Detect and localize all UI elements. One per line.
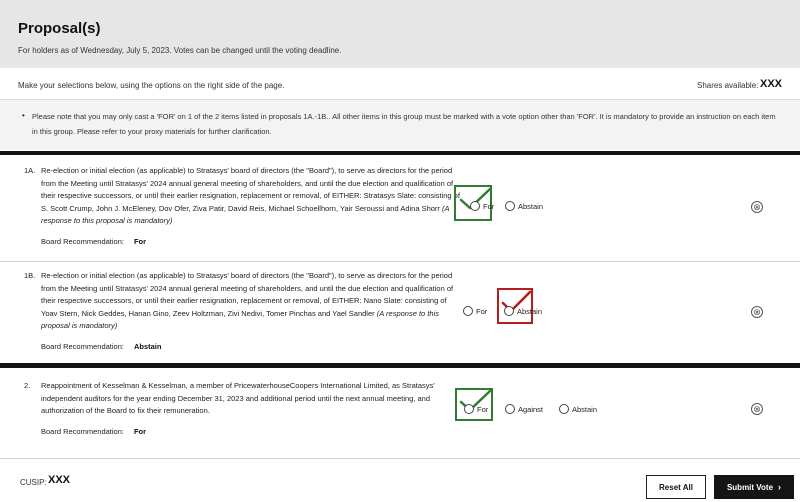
option-label-for: For: [476, 306, 488, 316]
recommendation-label: Board Recommendation:: [41, 427, 124, 436]
instructions-row: [0, 68, 800, 100]
shares-available-value: XXX: [760, 78, 783, 90]
radio-against[interactable]: [505, 404, 515, 414]
cusip-value: XXX: [48, 474, 71, 486]
submit-vote-label: Submit Vote: [726, 482, 774, 492]
radio-abstain[interactable]: [505, 201, 515, 211]
option-label-abstain: Abstain: [518, 201, 544, 211]
option-label-against: Against: [518, 404, 544, 414]
instructions-text: Make your selections below, using the options on the right side of the page.: [18, 81, 285, 90]
recommendation-label: Board Recommendation:: [41, 342, 124, 351]
radio-abstain[interactable]: [559, 404, 569, 414]
proposal-text: [41, 165, 461, 228]
cusip-label: CUSIP:: [20, 478, 47, 487]
clear-selection-icon[interactable]: ⊗: [751, 201, 763, 213]
recommendation-value: For: [133, 237, 147, 246]
recommendation-label: Board Recommendation:: [41, 237, 124, 246]
board-recommendation: [41, 342, 161, 351]
option-label-abstain: Abstain: [572, 404, 598, 414]
option-label-for: For: [477, 404, 489, 414]
option-label-for: For: [483, 201, 495, 211]
proposal-text: [41, 380, 461, 418]
notice-box: [0, 100, 800, 150]
clear-selection-icon[interactable]: ⊗: [751, 403, 763, 415]
vote-option-for[interactable]: [463, 306, 487, 316]
option-label-abstain: Abstain: [517, 306, 543, 316]
reset-all-button[interactable]: [646, 475, 706, 499]
chevron-right-icon: ›: [778, 482, 782, 492]
notice-text: Please note that you may only cast a 'FOR' on 1 of the 2 items listed in proposals 1A.-1B.. All other items in this group must be marked with a vote option other than 'FOR'. It is mandatory to provide an instruction on each item in this group. Please refer to your proxy materials for further clarification.: [32, 112, 776, 136]
proposal-2: [0, 368, 800, 456]
proposal-description: Re-election or initial election (as applicable) to Stratasys' board of directors (the "Board"), to serve as directors for the period from the Meeting until Stratasys' 2024 annual general meeting of shareholders, and until the due election and qualification of their respective successors, or until their earlier resignation, replacement or removal, of EITHER: Stratasys Slate: consisting of S. Scott Crump, John J. McEleney, Dov Ofer, Ziva Patir, David Reis, Michael Schoellhorn, Yair Seroussi and Adina Shorr: [41, 166, 460, 213]
proposal-number: 1A.: [24, 166, 36, 175]
proposal-note: (A response to this proposal is mandatory): [41, 308, 439, 330]
board-recommendation: [41, 427, 146, 436]
vote-option-abstain[interactable]: [559, 404, 597, 414]
submit-vote-button[interactable]: [714, 475, 794, 499]
vote-option-abstain[interactable]: [505, 201, 543, 211]
recommendation-value: Abstain: [133, 342, 162, 351]
reset-all-label: Reset All: [659, 482, 693, 492]
radio-for[interactable]: [470, 201, 480, 211]
shares-available-label: Shares available:: [697, 81, 759, 90]
radio-for[interactable]: [464, 404, 474, 414]
vote-option-for[interactable]: [464, 404, 488, 414]
footer-divider: [0, 458, 800, 459]
page-title: Proposal(s): [18, 20, 101, 37]
proposal-1a: [0, 155, 800, 261]
proposal-description: Reappointment of Kesselman & Kesselman, a member of PricewaterhouseCoopers International Limited, as Stratasys' independent auditors for the year ending December 31, 2023 and additional period until the next annual meeting, and authorization of the Board to fix their remuneration.: [41, 381, 435, 415]
vote-option-for[interactable]: [470, 201, 494, 211]
proposal-text: [41, 270, 461, 333]
proposal-number: 1B.: [24, 271, 36, 280]
radio-abstain[interactable]: [504, 306, 514, 316]
proposal-note: (A response to this proposal is mandatory): [41, 203, 450, 225]
vote-option-abstain[interactable]: [504, 306, 542, 316]
radio-for[interactable]: [463, 306, 473, 316]
notice-bullet: •: [22, 111, 25, 120]
page-subtitle: For holders as of Wednesday, July 5, 2023. Votes can be changed until the voting deadline.: [18, 46, 342, 55]
vote-option-against[interactable]: [505, 404, 543, 414]
page-header: [0, 0, 800, 68]
board-recommendation: [41, 237, 146, 246]
recommendation-value: For: [133, 427, 147, 436]
proposal-number: 2.: [24, 381, 31, 390]
clear-selection-icon[interactable]: ⊗: [751, 306, 763, 318]
proposal-description: Re-election or initial election (as applicable) to Stratasys' board of directors (the "Board"), to serve as directors for the period from the Meeting until Stratasys' 2024 annual general meeting of shareholders, and until the due election and qualification of their respective successors, or until their earlier resignation, replacement or removal, of EITHER: Nano Slate: consisting of Yoav Stern, Nick Geddes, Hanan Gino, Zeev Holtzman, Zivi Nedivi, Tomer Pinchas and Yael Sandler: [41, 271, 454, 318]
proposal-1b: [0, 262, 800, 362]
